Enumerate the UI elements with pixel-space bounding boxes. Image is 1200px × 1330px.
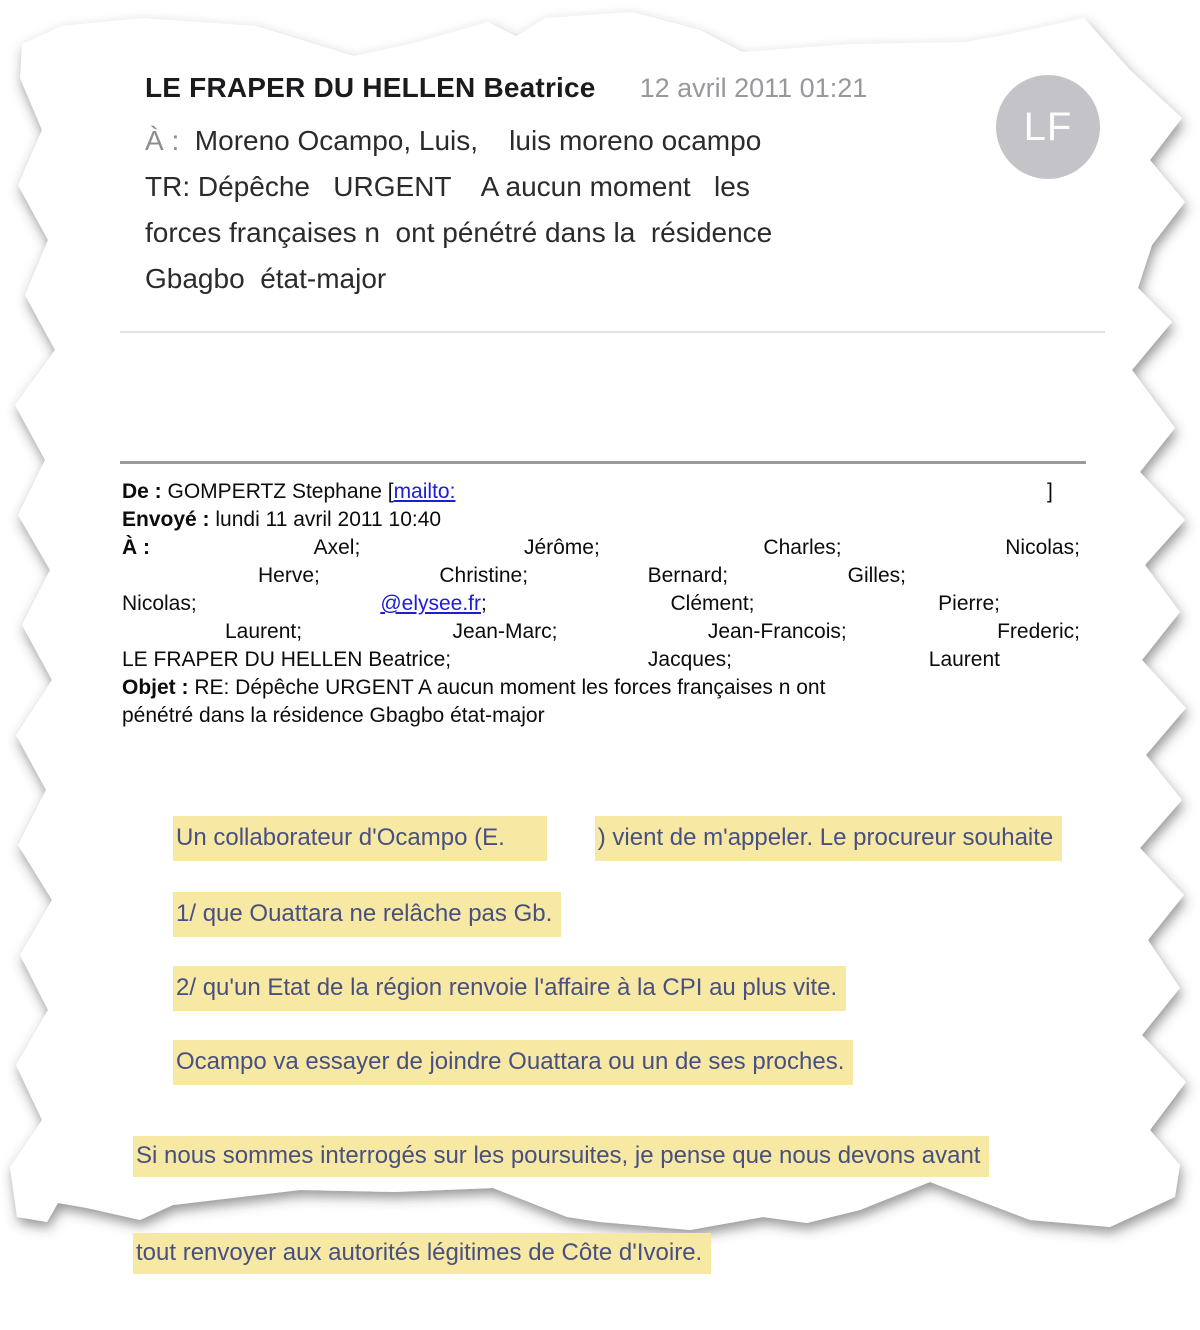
semicolon: ;	[481, 592, 487, 615]
highlighted-text: ) vient de m'appeler. Le procureur souhaite	[595, 816, 1063, 861]
header-divider	[120, 331, 1105, 333]
recipient: Frederic;	[997, 620, 1080, 643]
bracket-close: ]	[1047, 480, 1053, 503]
recipient: Laurent;	[225, 620, 303, 643]
to-recipients: Moreno Ocampo, Luis, luis moreno ocampo	[187, 125, 762, 156]
recipient: Pierre;	[938, 592, 1000, 615]
highlighted-text: 1/ que Ouattara ne relâche pas Gb.	[173, 892, 561, 937]
recipient: LE FRAPER DU HELLEN Beatrice;	[122, 648, 452, 671]
quoted-headers	[122, 478, 1080, 730]
de-row	[122, 478, 1080, 506]
de-label: De :	[122, 480, 168, 503]
recipient: Herve;	[258, 564, 320, 587]
recipient: Bernard;	[647, 564, 729, 587]
envoye-row	[122, 506, 1080, 534]
envoye-label: Envoyé :	[122, 508, 216, 531]
recipient-row-5	[122, 646, 1000, 674]
recipient: Axel;	[313, 536, 361, 559]
recipient: Gilles;	[847, 564, 906, 587]
recipient: Jean-Francois;	[707, 620, 847, 643]
recipient: Laurent	[928, 648, 1000, 671]
avatar-initials: LF	[1023, 104, 1073, 149]
sender-name: LE FRAPER DU HELLEN Beatrice	[145, 72, 596, 103]
subject-line-2: forces françaises n ont pénétré dans la résidence	[145, 217, 773, 248]
recipient: Charles;	[763, 536, 842, 559]
subject-line-1: TR: Dépêche URGENT A aucun moment les	[145, 171, 750, 202]
recipient: Nicolas;	[122, 592, 197, 615]
subject-line-3: Gbagbo état-major	[145, 263, 387, 294]
recipient-with-link	[380, 590, 487, 618]
recipient: Clément;	[670, 592, 755, 615]
recipient: Jacques;	[647, 648, 732, 671]
objet-label: Objet :	[122, 676, 195, 699]
highlighted-text: tout renvoyer aux autorités légitimes de Côte d'Ivoire.	[133, 1233, 711, 1274]
quoted-divider	[120, 461, 1086, 464]
recipient-row-2	[258, 562, 906, 590]
mailto-link[interactable]: mailto:	[393, 480, 456, 503]
recipient: Jérôme;	[523, 536, 600, 559]
recipient-row-1	[122, 534, 1080, 562]
avatar	[996, 75, 1100, 179]
highlighted-text: 2/ qu'un Etat de la région renvoie l'affaire à la CPI au plus vite.	[173, 966, 846, 1011]
highlighted-text: Si nous sommes interrogés sur les poursuites, je pense que nous devons avant	[133, 1136, 989, 1177]
objet-value-line1: RE: Dépêche URGENT A aucun moment les forces françaises n ont	[194, 676, 826, 699]
mail-date: 12 avril 2011 01:21	[639, 73, 868, 103]
recipient: Jean-Marc;	[452, 620, 558, 643]
recipient-row-4	[225, 618, 1080, 646]
de-value: GOMPERTZ Stephane [	[167, 480, 394, 503]
mail-header	[145, 72, 995, 302]
to-line	[145, 118, 995, 164]
highlighted-text: Un collaborateur d'Ocampo (E.	[173, 816, 547, 861]
recipient: Christine;	[439, 564, 529, 587]
elysee-email-link[interactable]: @elysee.fr	[380, 592, 482, 615]
highlighted-text: Ocampo va essayer de joindre Ouattara ou un de ses proches.	[173, 1040, 853, 1085]
recipient: Nicolas;	[1005, 536, 1080, 559]
body-paragraph-5	[133, 1080, 989, 1330]
objet-value-line2: pénétré dans la résidence Gbagbo état-major	[122, 704, 545, 727]
to-label: À :	[145, 125, 188, 156]
a-label: À :	[122, 536, 150, 559]
envoye-value: lundi 11 avril 2011 10:40	[215, 508, 442, 531]
recipient-row-3	[122, 590, 1000, 618]
objet-row	[122, 674, 1080, 730]
